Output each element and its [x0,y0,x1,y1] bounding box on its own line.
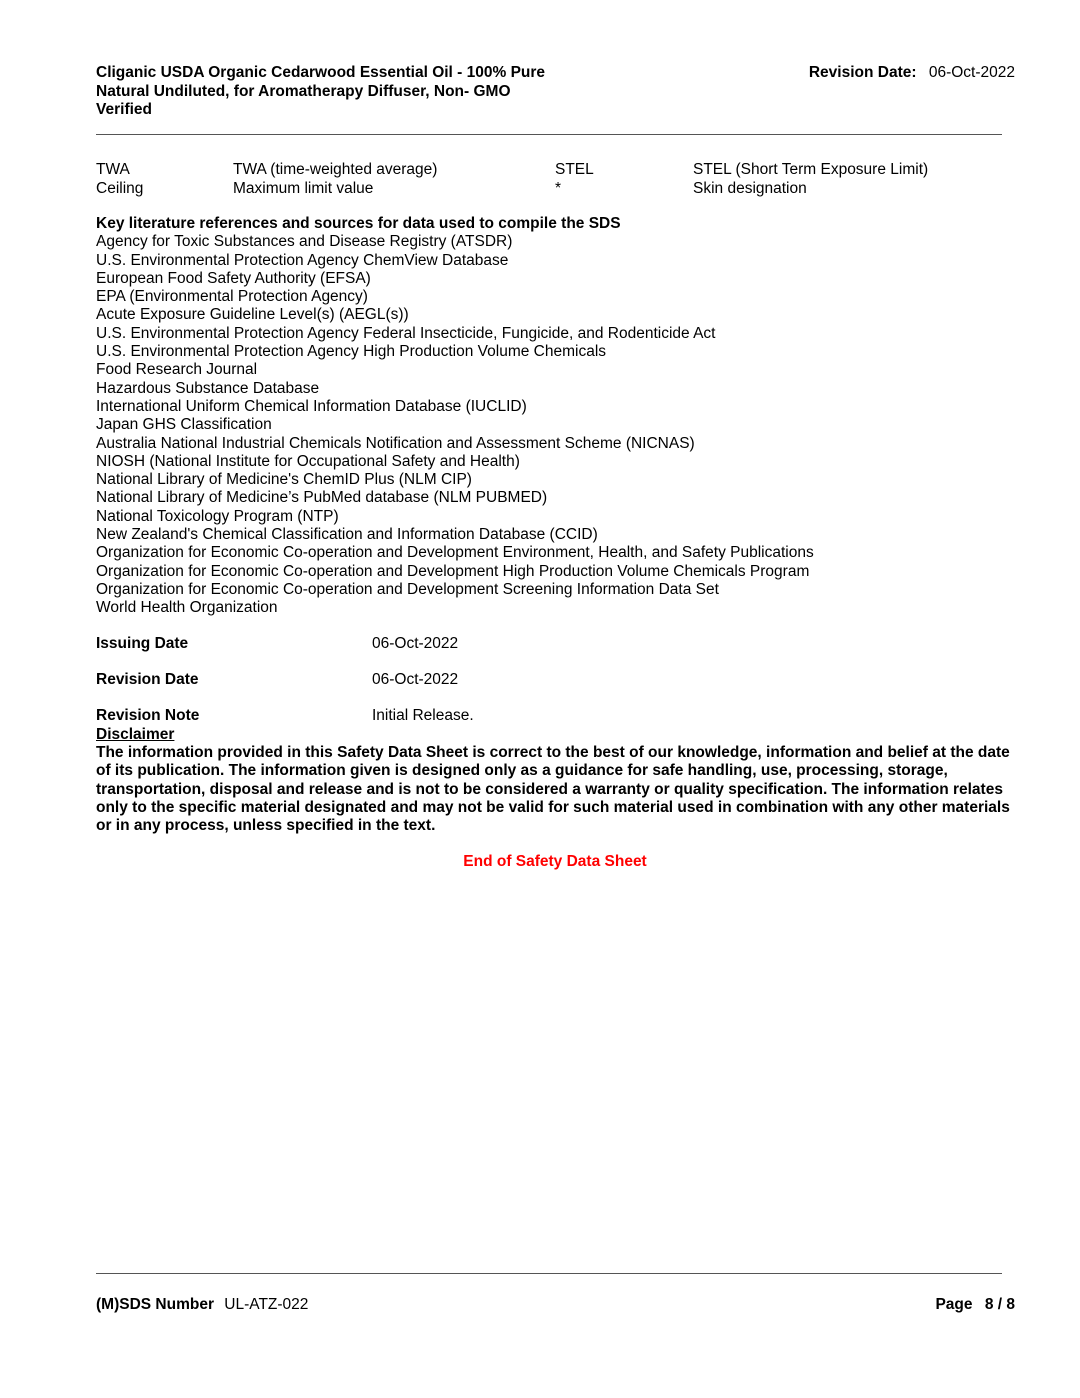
revision-note-label: Revision Note [96,707,200,724]
page-number [800,1296,1015,1314]
issuing-date-row [96,634,796,654]
revision-date-label: Revision Date [96,671,199,688]
sds-number-label: (M)SDS Number [96,1296,214,1313]
reference-item: Organization for Economic Co-operation and Development Screening Information Data Set [96,580,719,598]
document-title [96,64,596,120]
revision-note-row [96,706,796,726]
header-revision-value: 06-Oct-2022 [928,64,1015,81]
abbreviation-row [96,180,996,199]
references-section [96,215,996,618]
revision-date-row [96,670,796,690]
header-revision [760,64,1015,83]
abbr-term: STEL [555,161,594,178]
page-label: Page [935,1296,973,1313]
reference-item: Organization for Economic Co-operation and Development Environment, Health, and Safety Publications [96,544,814,562]
references-list [96,233,996,617]
sds-number [96,1296,308,1314]
disclaimer-text: The information provided in this Safety Data Sheet is correct to the best of our knowledge, information and belief at the date of its publication. The information given is designed only as a guidance for safe handling, use, processing, storage, transportation, disposal and release and is not to be considered a warranty or quality specification. The information relates only to the specific material designated and may not be valid for such material used in combination with any other materials or in any process, unless specified in the text. [96,744,1010,835]
issuing-date-value: 06-Oct-2022 [372,635,459,652]
abbreviation-legend [96,161,996,198]
abbr-definition: STEL (Short Term Exposure Limit) [693,161,929,178]
sds-number-value: UL-ATZ-022 [224,1296,309,1313]
reference-item: New Zealand's Chemical Classification and Information Database (CCID) [96,526,598,544]
abbr-term: TWA [96,161,130,178]
abbr-definition: TWA (time-weighted average) [233,161,438,178]
reference-item: National Library of Medicine's ChemID Plus (NLM CIP) [96,471,472,489]
title-line-2: Natural Undiluted, for Aromatherapy Diffuser, Non- GMO [96,82,511,100]
reference-item: U.S. Environmental Protection Agency High Production Volume Chemicals [96,343,607,361]
reference-item: Agency for Toxic Substances and Disease Registry (ATSDR) [96,233,513,251]
reference-item: EPA (Environmental Protection Agency) [96,288,368,306]
end-of-sheet-label: End of Safety Data Sheet [463,853,647,870]
reference-item: Acute Exposure Guideline Level(s) (AEGL(s)) [96,306,409,324]
abbr-definition: Skin designation [693,179,807,197]
reference-item: International Uniform Chemical Information Database (IUCLID) [96,397,527,415]
footer-divider [96,1273,1002,1274]
reference-item: European Food Safety Authority (EFSA) [96,269,371,287]
abbr-definition: Maximum limit value [233,179,374,197]
disclaimer-title: Disclaimer [96,726,175,743]
title-line-1: Cliganic USDA Organic Cedarwood Essential Oil - 100% Pure [96,64,546,81]
reference-item: NIOSH (National Institute for Occupational Safety and Health) [96,452,520,470]
reference-item: World Health Organization [96,599,278,617]
reference-item: Food Research Journal [96,361,258,379]
references-title: Key literature references and sources for data used to compile the SDS [96,215,621,232]
issuing-date-label: Issuing Date [96,635,189,652]
reference-item: National Library of Medicine’s PubMed database (NLM PUBMED) [96,489,548,507]
revision-date-value: 06-Oct-2022 [372,671,459,688]
revision-note-value: Initial Release. [372,707,474,724]
abbr-term: Ceiling [96,179,144,197]
reference-item: Australia National Industrial Chemicals Notification and Assessment Scheme (NICNAS) [96,434,695,452]
abbreviation-row [96,161,996,180]
header-divider [96,134,1002,135]
reference-item: U.S. Environmental Protection Agency ChemView Database [96,251,509,269]
reference-item: Japan GHS Classification [96,416,272,434]
reference-item: National Toxicology Program (NTP) [96,507,339,525]
reference-item: U.S. Environmental Protection Agency Federal Insecticide, Fungicide, and Rodenticide Act [96,324,716,342]
page-value: 8 / 8 [984,1296,1015,1313]
title-line-3: Verified [96,101,152,118]
header-revision-label: Revision Date: [808,64,917,81]
abbr-term: * [555,179,562,197]
reference-item: Organization for Economic Co-operation and Development High Production Volume Chemicals Program [96,562,810,580]
reference-item: Hazardous Substance Database [96,379,320,397]
